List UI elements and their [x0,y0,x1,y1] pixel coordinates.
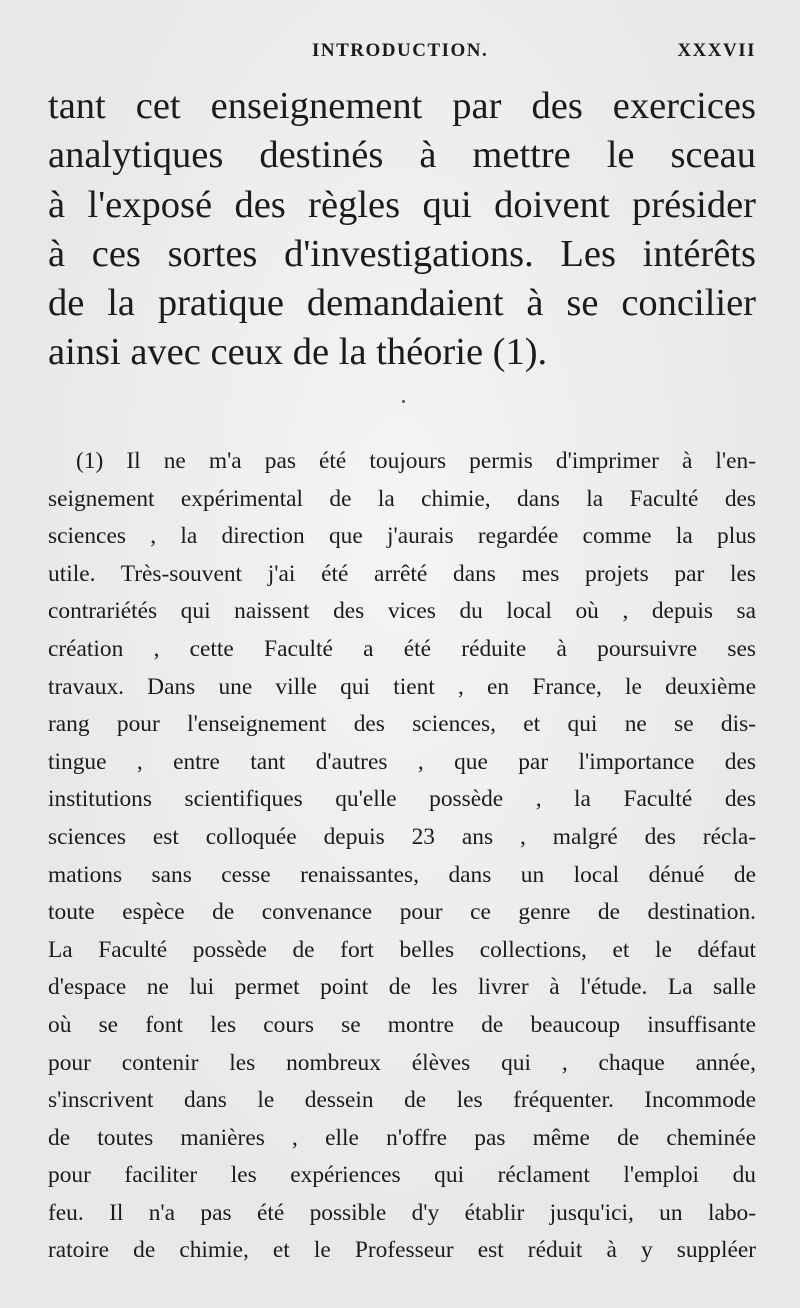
footnote-line: La Faculté possède de fort belles collections, et le défaut [48,936,756,963]
footnote-line: tingue , entre tant d'autres , que par l'importance des [48,748,756,775]
text-line: analytiques destinés à mettre le sceau [48,134,756,177]
main-paragraph [48,82,756,378]
footnote-line: feu. Il n'a pas été possible d'y établir jusqu'ici, un labo- [48,1199,756,1226]
footnote-line: ratoire de chimie, et le Professeur est réduit à y suppléer [48,1237,756,1264]
footnote-line: où se font les cours se montre de beaucoup insuffisante [48,1011,756,1038]
running-title: INTRODUCTION. [312,40,489,61]
footnote-line: de toutes manières , elle n'offre pas même de cheminée [48,1124,756,1151]
footnote-line: mations sans cesse renaissantes, dans un local dénué de [48,861,756,888]
footnote [48,443,756,1270]
footnote-line: sciences , la direction que j'aurais regardée comme la plus [48,523,756,550]
text-line: ainsi avec ceux de la théorie (1). [48,331,548,374]
footnote-line: pour faciliter les expériences qui réclament l'emploi du [48,1162,756,1189]
footnote-line: s'inscrivent dans le dessein de les fréquenter. Incommode [48,1087,756,1114]
text-line: de la pratique demandaient à se concilier [48,282,756,325]
footnote-line: création , cette Faculté a été réduite à poursuivre ses [48,635,756,662]
footnote-line: travaux. Dans une ville qui tient , en France, le deuxième [48,673,756,700]
footnote-line: utile. Très-souvent j'ai été arrêté dans mes projets par les [48,560,756,587]
footnote-line: rang pour l'enseignement des sciences, et qui ne se dis- [48,711,756,738]
running-head [48,40,756,70]
footnote-line: pour contenir les nombreux élèves qui , chaque année, [48,1049,756,1076]
footnote-line: sciences est colloquée depuis 23 ans , malgré des récla- [48,823,756,850]
footnote-line: toute espèce de convenance pour ce genre de destination. [48,899,756,926]
text-line: à l'exposé des règles qui doivent présider [48,183,756,226]
footnote-line: contrariétés qui naissent des vices du local où , depuis sa [48,598,756,625]
footnote-line: (1) Il ne m'a pas été toujours permis d'imprimer à l'en- [76,448,756,474]
text-line: tant cet enseignement par des exercices [48,85,756,127]
footnote-line: seignement expérimental de la chimie, dans la Faculté des [48,485,756,512]
text-line: à ces sortes d'investigations. Les intérêts [48,232,756,275]
footnote-line: institutions scientifiques qu'elle possède , la Faculté des [48,786,756,813]
page-number: XXXVII [677,40,756,61]
footnote-line: d'espace ne lui permet point de les livrer à l'étude. La salle [48,974,756,1001]
separator-mark [402,400,405,403]
